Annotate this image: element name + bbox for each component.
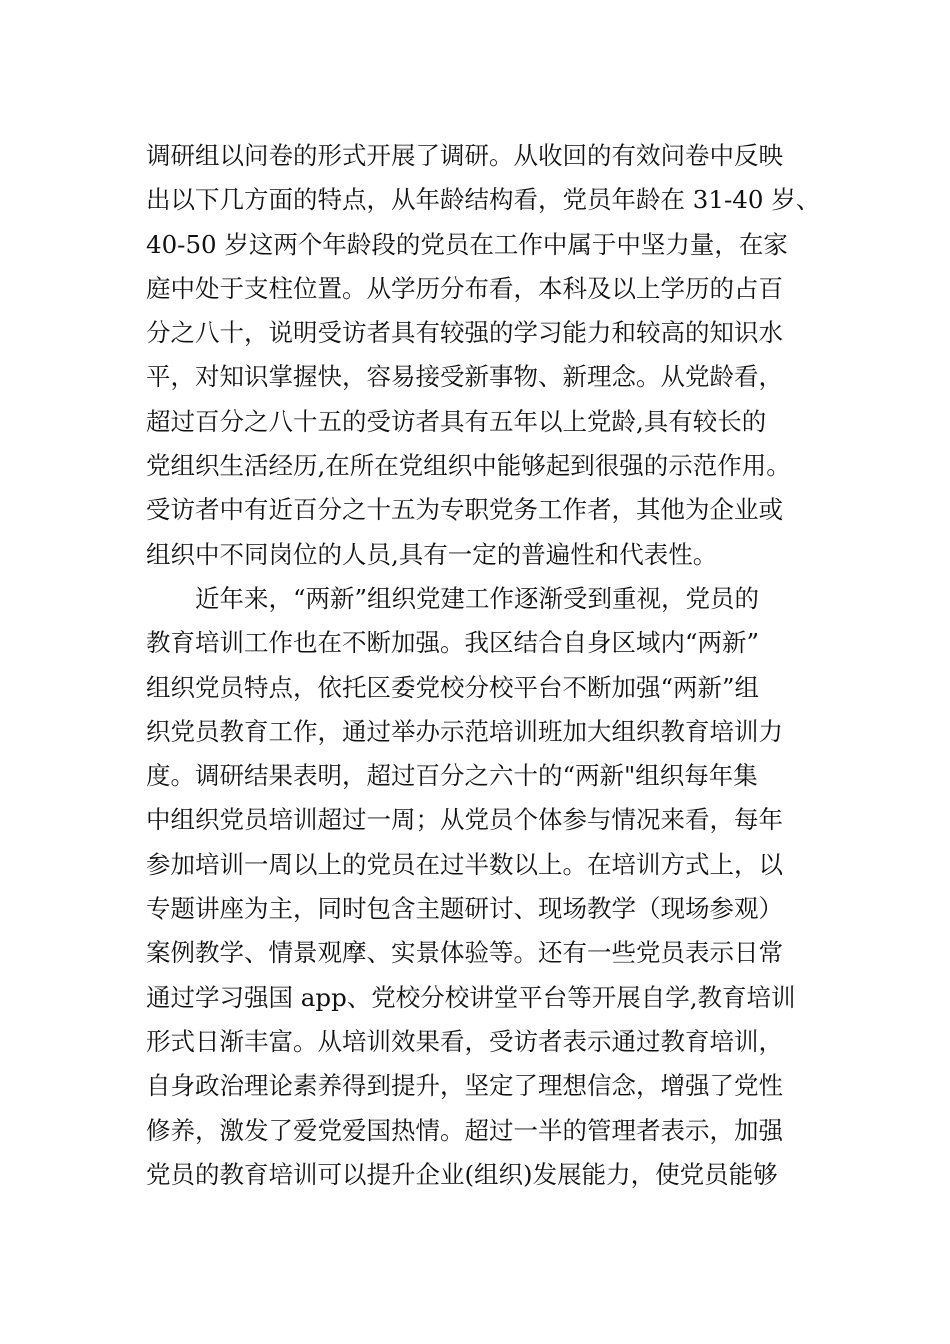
text-line: 平，对知识掌握快，容易接受新事物、新理念。从党龄看， [146, 362, 783, 392]
text-line: 中组织党员培训超过一周；从党员个体参与情况来看，每年 [146, 805, 783, 835]
text-line: 超过百分之八十五的受访者具有五年以上党龄,具有较长的 [146, 406, 767, 436]
paragraph-start-line: 近年来，“两新”组织党建工作逐渐受到重视，党员的 [195, 583, 760, 613]
text-line: 通过学习强国 app、党校分校讲堂平台等开展自学,教育培训 [146, 982, 796, 1012]
text-line: 受访者中有近百分之十五为专职党务工作者，其他为企业或 [146, 495, 783, 525]
text-line: 教育培训工作也在不断加强。我区结合自身区域内“两新” [146, 628, 760, 658]
text-line: 修养，激发了爱党爱国热情。超过一半的管理者表示，加强 [146, 1115, 783, 1145]
text-line: 组织中不同岗位的人员,具有一定的普遍性和代表性。 [146, 539, 718, 569]
body-text [146, 134, 826, 1197]
text-line: 40-50 岁这两个年龄段的党员在工作中属于中坚力量，在家 [146, 229, 788, 259]
text-line: 专题讲座为主，同时包含主题研讨、现场教学（现场参观） [146, 894, 783, 924]
text-line: 分之八十，说明受访者具有较强的学习能力和较高的知识水 [146, 318, 783, 348]
text-line: 庭中处于支柱位置。从学历分布看，本科及以上学历的占百 [146, 273, 783, 303]
text-line: 党员的教育培训可以提升企业(组织)发展能力，使党员能够 [146, 1159, 778, 1189]
text-line: 调研组以问卷的形式开展了调研。从收回的有效问卷中反映 [146, 141, 783, 170]
text-line: 参加培训一周以上的党员在过半数以上。在培训方式上，以 [146, 849, 783, 879]
text-line: 度。调研结果表明，超过百分之六十的“两新"组织每年集 [146, 761, 758, 791]
text-line: 织党员教育工作，通过举办示范培训班加大组织教育培训力 [146, 716, 783, 746]
text-line: 出以下几方面的特点，从年龄结构看，党员年龄在 31-40 岁、 [146, 185, 821, 215]
text-line: 组织党员特点，依托区委党校分校平台不断加强“两新”组 [146, 672, 760, 702]
text-line: 案例教学、情景观摩、实景体验等。还有一些党员表示日常 [146, 938, 783, 968]
text-line: 党组织生活经历,在所在党组织中能够起到很强的示范作用。 [146, 451, 791, 481]
text-line: 形式日渐丰富。从培训效果看，受访者表示通过教育培训， [146, 1026, 783, 1056]
text-line: 自身政治理论素养得到提升，坚定了理想信念，增强了党性 [146, 1071, 783, 1101]
